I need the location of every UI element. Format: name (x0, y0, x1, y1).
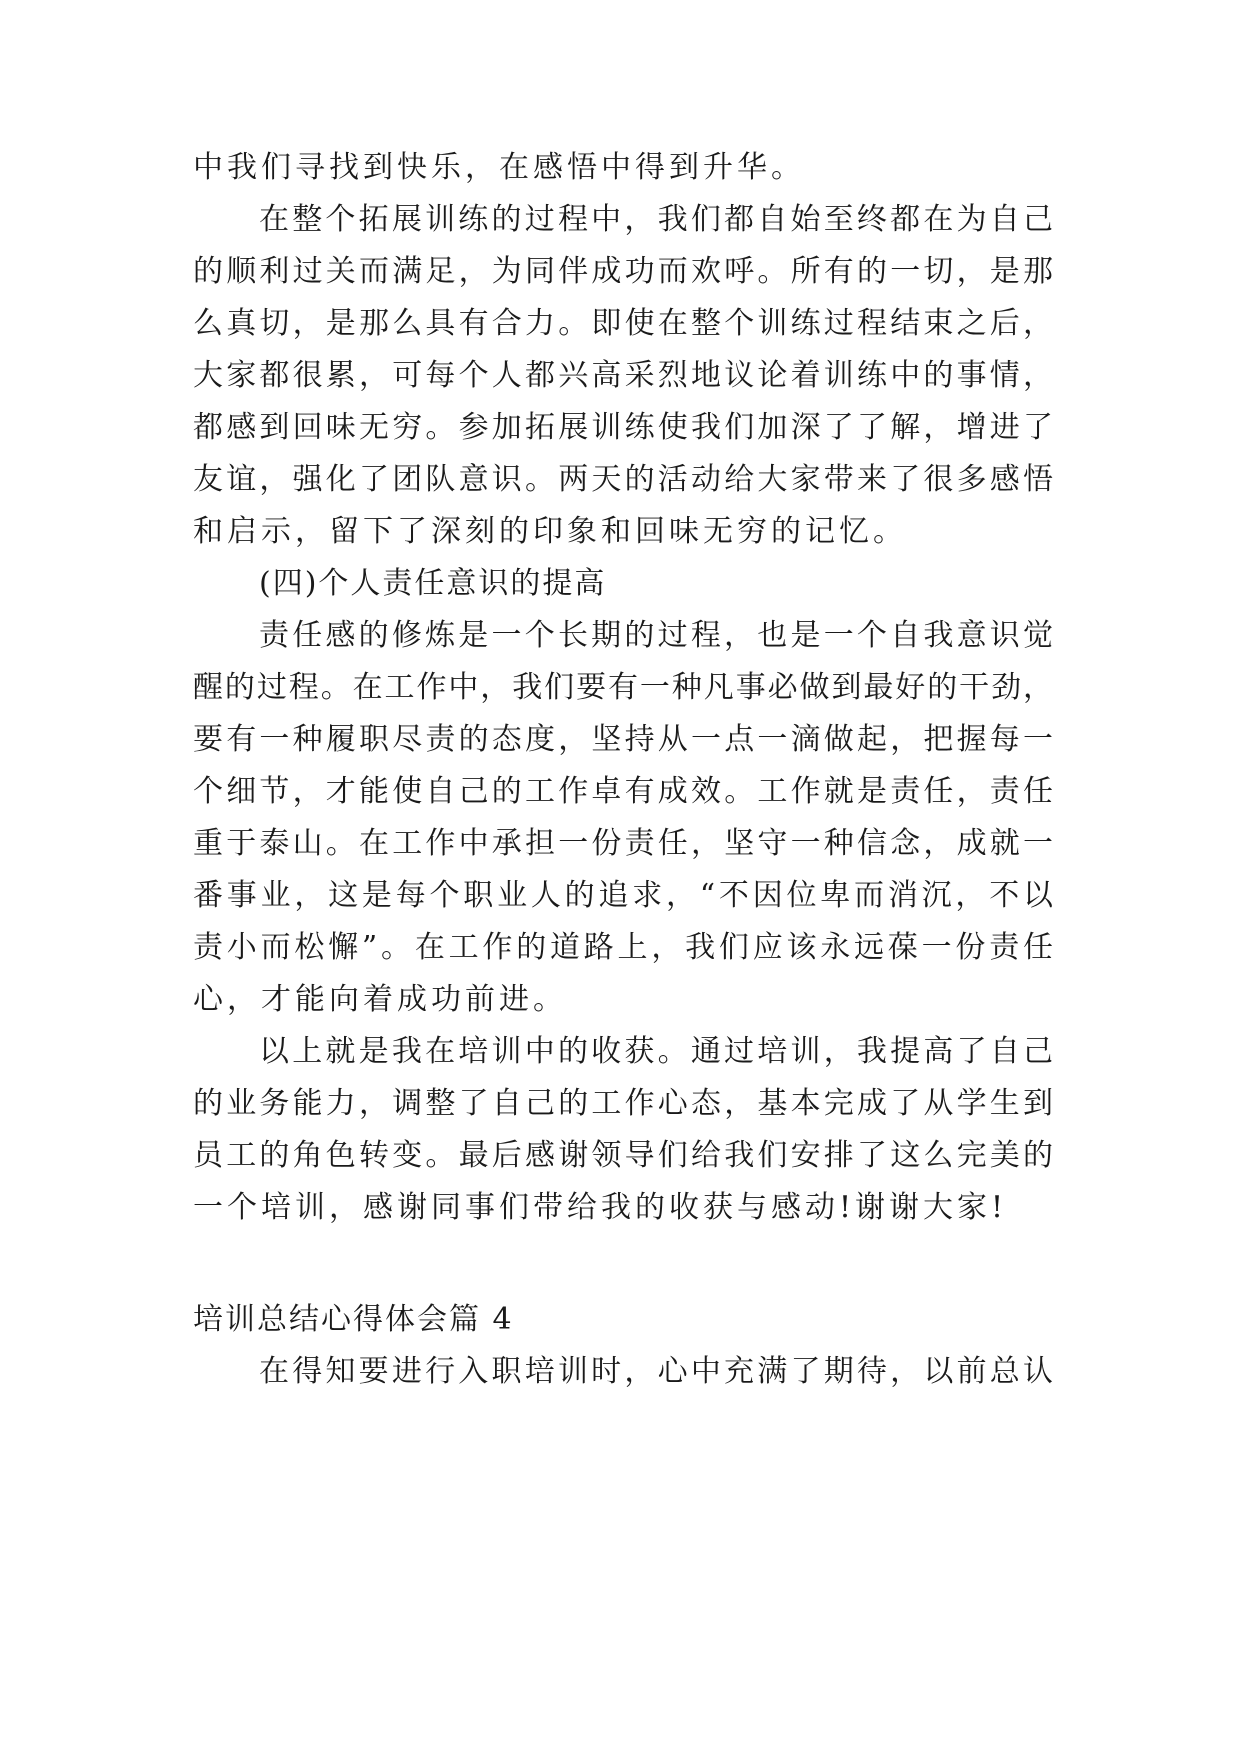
paragraph-line: 和启示，留下了深刻的印象和回味无穷的记忆。 (193, 514, 907, 549)
section-title: 培训总结心得体会篇 4 (193, 1302, 514, 1337)
paragraph-line: 在整个拓展训练的过程中，我们都自始至终都在为自己 (259, 202, 1053, 237)
paragraph-line: 责任感的修炼是一个长期的过程，也是一个自我意识觉 (259, 618, 1053, 653)
paragraph-line: 的顺利过关而满足，为同伴成功而欢呼。所有的一切，是那 (193, 254, 1053, 289)
paragraph-line: 一个培训，感谢同事们带给我的收获与感动!谢谢大家! (193, 1190, 1008, 1225)
paragraph-line: 大家都很累，可每个人都兴高采烈地议论着训练中的事情， (193, 358, 1053, 393)
paragraph-line: 友谊，强化了团队意识。两天的活动给大家带来了很多感悟 (193, 462, 1053, 497)
paragraph-line: 在得知要进行入职培训时，心中充满了期待，以前总认 (259, 1354, 1053, 1389)
paragraph-line: 要有一种履职尽责的态度，坚持从一点一滴做起，把握每一 (193, 722, 1053, 757)
paragraph-line: 中我们寻找到快乐，在感悟中得到升华。 (193, 150, 805, 185)
paragraph-line: 醒的过程。在工作中，我们要有一种凡事必做到最好的干劲， (193, 670, 1053, 705)
paragraph-line: 的业务能力，调整了自己的工作心态，基本完成了从学生到 (193, 1086, 1053, 1121)
paragraph-line: 员工的角色转变。最后感谢领导们给我们安排了这么完美的 (193, 1138, 1053, 1173)
paragraph-line: 都感到回味无穷。参加拓展训练使我们加深了了解，增进了 (193, 410, 1053, 445)
paragraph-line: 心，才能向着成功前进。 (193, 982, 567, 1017)
paragraph-line: 么真切，是那么具有合力。即使在整个训练过程结束之后， (193, 306, 1053, 341)
paragraph-line: 责小而松懈”。在工作的道路上，我们应该永远葆一份责任 (193, 930, 1053, 965)
paragraph-line: 重于泰山。在工作中承担一份责任，坚守一种信念，成就一 (193, 826, 1053, 861)
subheading: (四)个人责任意识的提高 (259, 566, 607, 601)
paragraph-line: 个细节，才能使自己的工作卓有成效。工作就是责任，责任 (193, 774, 1053, 809)
paragraph-line: 以上就是我在培训中的收获。通过培训，我提高了自己 (259, 1034, 1053, 1069)
paragraph-line: 番事业，这是每个职业人的追求，“不因位卑而消沉，不以 (193, 878, 1053, 913)
